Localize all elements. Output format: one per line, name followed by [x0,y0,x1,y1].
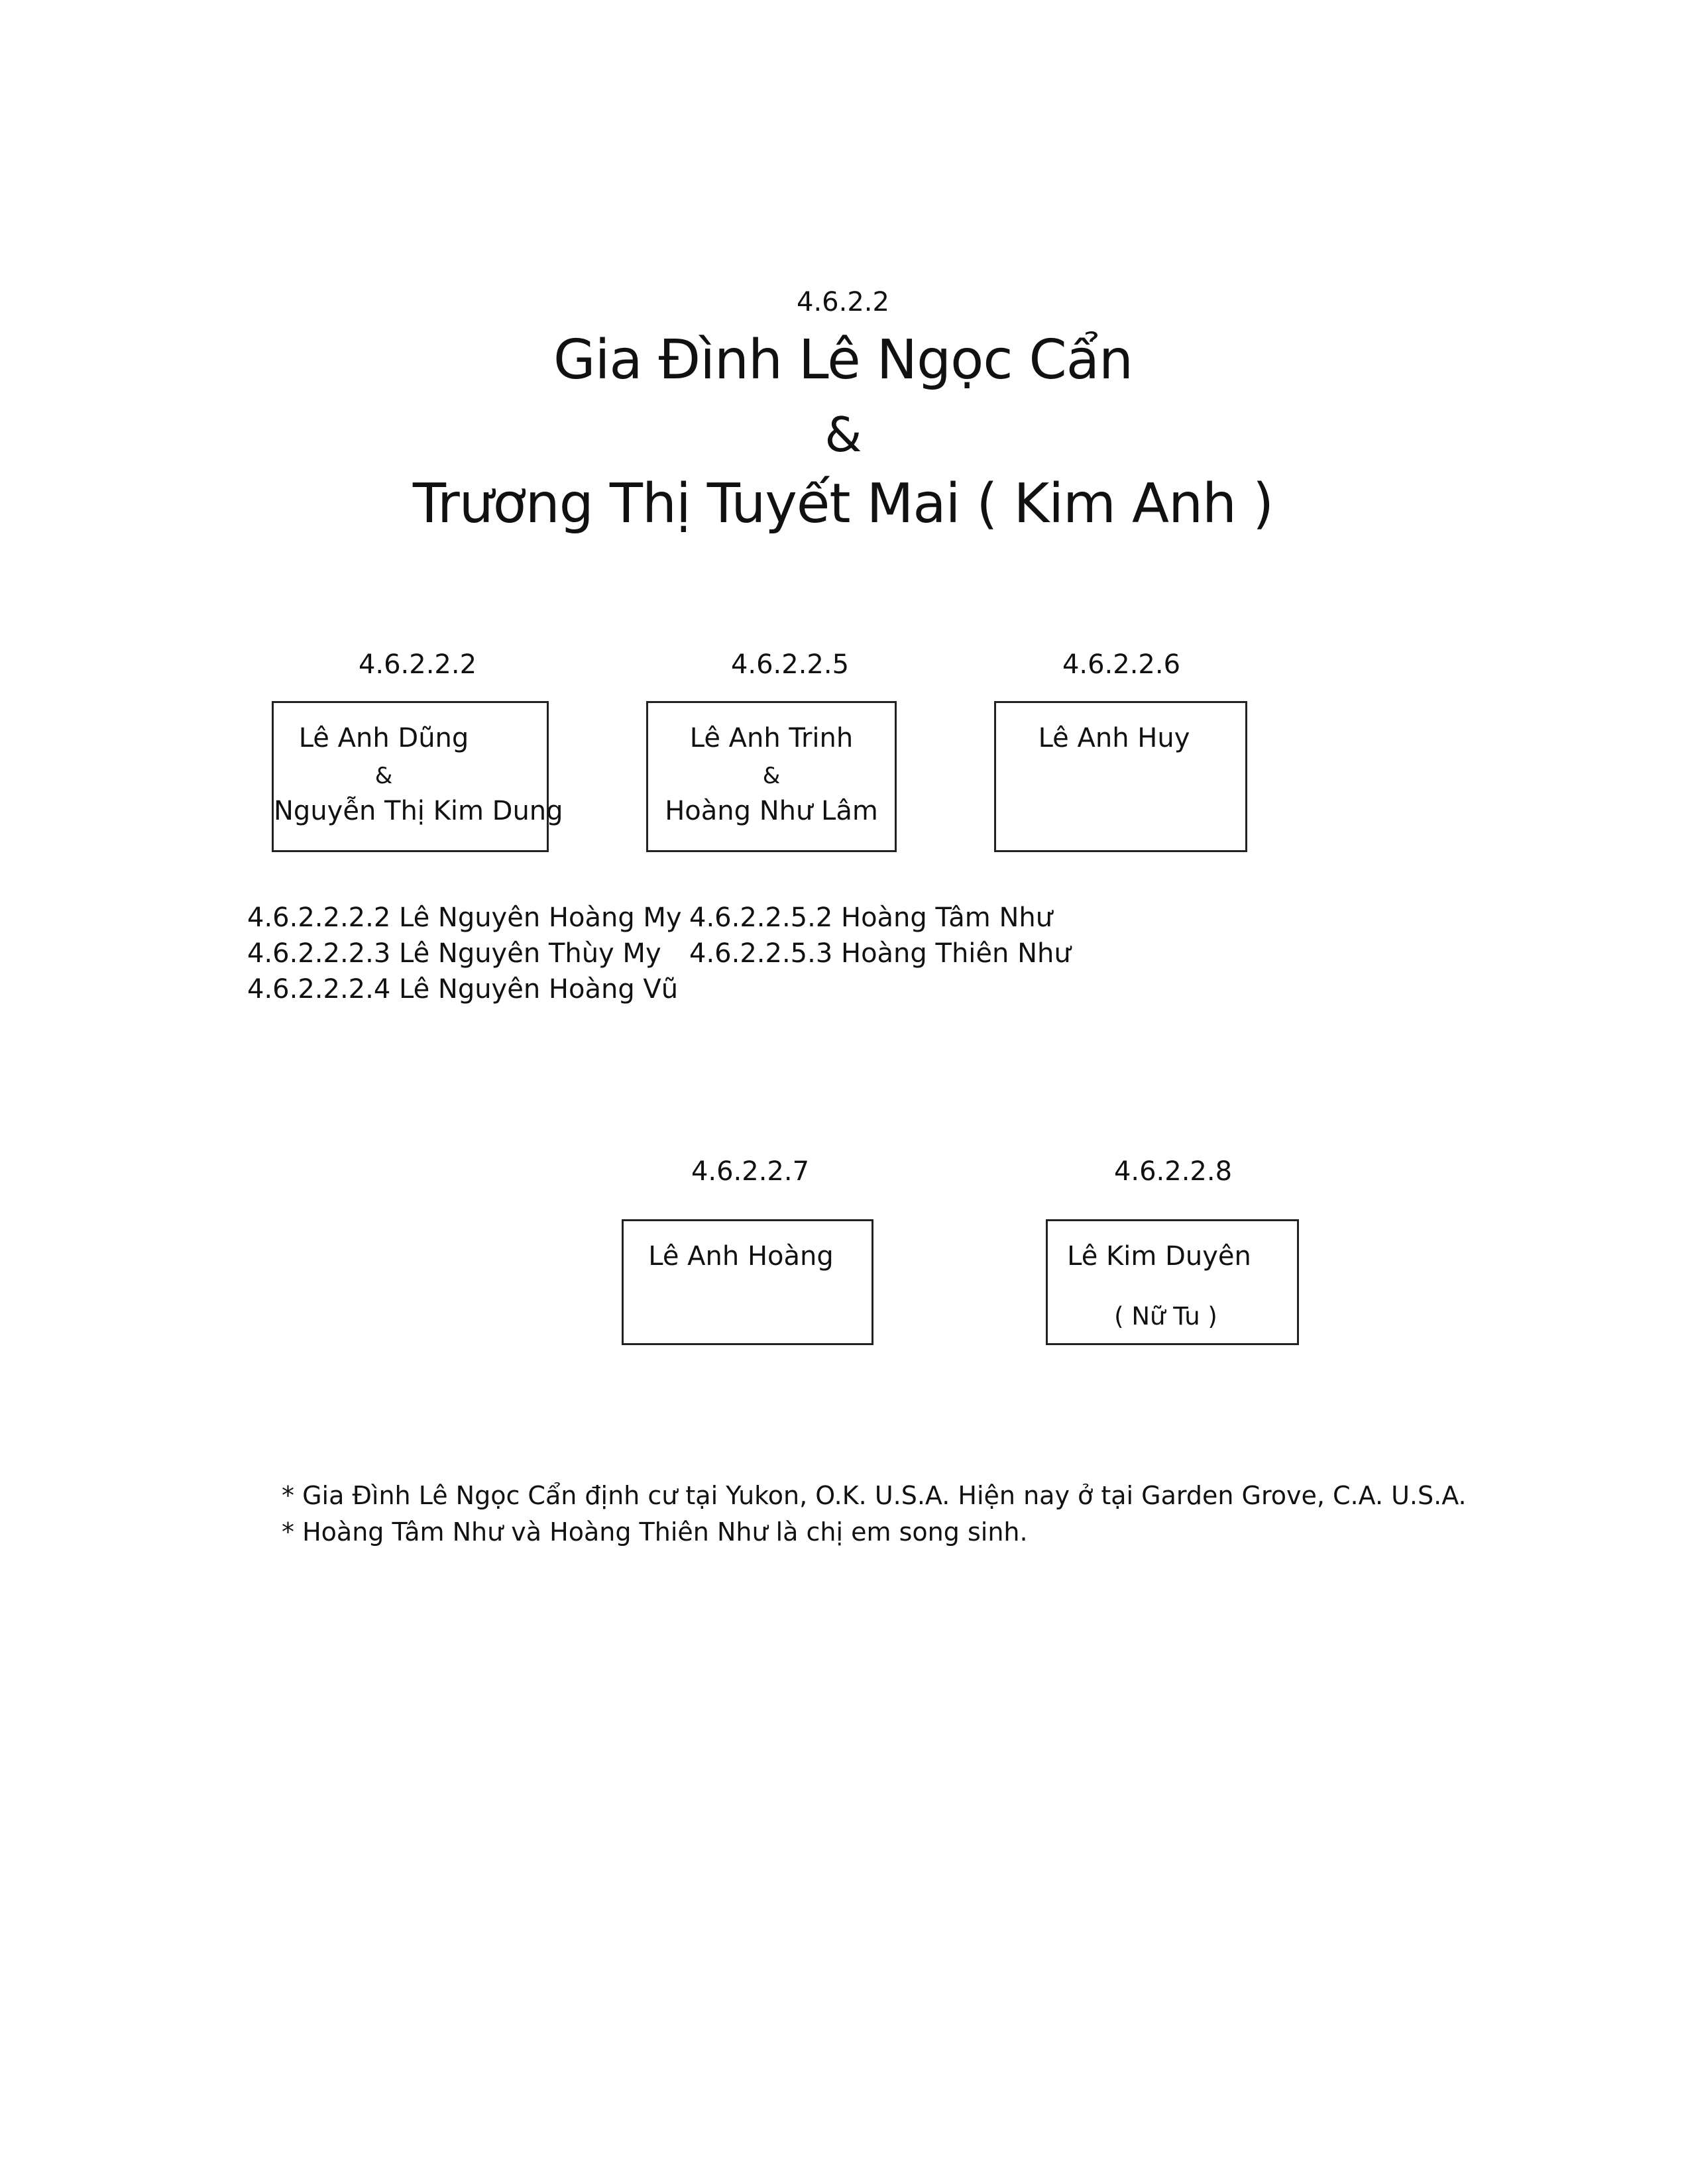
family-box-3-name: Lê Anh Huy [1038,723,1190,753]
family-box-1-spouse: Nguyễn Thị Kim Dung [274,796,563,826]
child-entry: 4.6.2.2.2.3 Lê Nguyên Thùy My [247,938,661,969]
family-id-3: 4.6.2.2.6 [1062,649,1181,680]
child-entry: 4.6.2.2.2.2 Lê Nguyên Hoàng My [247,902,682,933]
family-id-1: 4.6.2.2.2 [358,649,477,680]
family-box-5-note: ( Nữ Tu ) [1114,1302,1217,1331]
family-box-2-amp: & [762,763,781,789]
family-box-2 [646,701,897,852]
family-box-1-name: Lê Anh Dũng [298,723,469,753]
family-box-5 [1046,1219,1299,1345]
family-id-4: 4.6.2.2.7 [691,1156,810,1187]
title-ampersand: & [824,407,862,463]
child-entry: 4.6.2.2.5.2 Hoàng Tâm Như [689,902,1053,933]
page-section-id: 4.6.2.2 [797,287,889,317]
child-entry: 4.6.2.2.2.4 Lê Nguyên Hoàng Vũ [247,974,679,1005]
family-box-1 [272,701,563,852]
family-box-4 [622,1219,873,1345]
footnote: * Hoàng Tâm Như và Hoàng Thiên Như là chị em song sinh. [282,1517,1028,1547]
family-box-2-name: Lê Anh Trinh [689,723,854,753]
page-title-wife: Trương Thị Tuyết Mai ( Kim Anh ) [412,472,1274,535]
family-box-1-amp: & [374,763,393,789]
family-box-4-name: Lê Anh Hoàng [648,1241,834,1272]
family-id-2: 4.6.2.2.5 [730,649,850,680]
footnote: * Gia Đình Lê Ngọc Cẩn định cư tại Yukon, O.K. U.S.A. Hiện nay ở tại Garden Grove, C.A. U.S.A. [282,1481,1467,1510]
child-entry: 4.6.2.2.5.3 Hoàng Thiên Như [689,938,1071,969]
page-title-husband: Gia Đình Lê Ngọc Cẩn [553,329,1133,392]
family-box-2-spouse: Hoàng Như Lâm [665,796,878,826]
family-box-5-name: Lê Kim Duyên [1067,1241,1251,1272]
family-box-3 [994,701,1247,852]
family-id-5: 4.6.2.2.8 [1113,1156,1233,1187]
